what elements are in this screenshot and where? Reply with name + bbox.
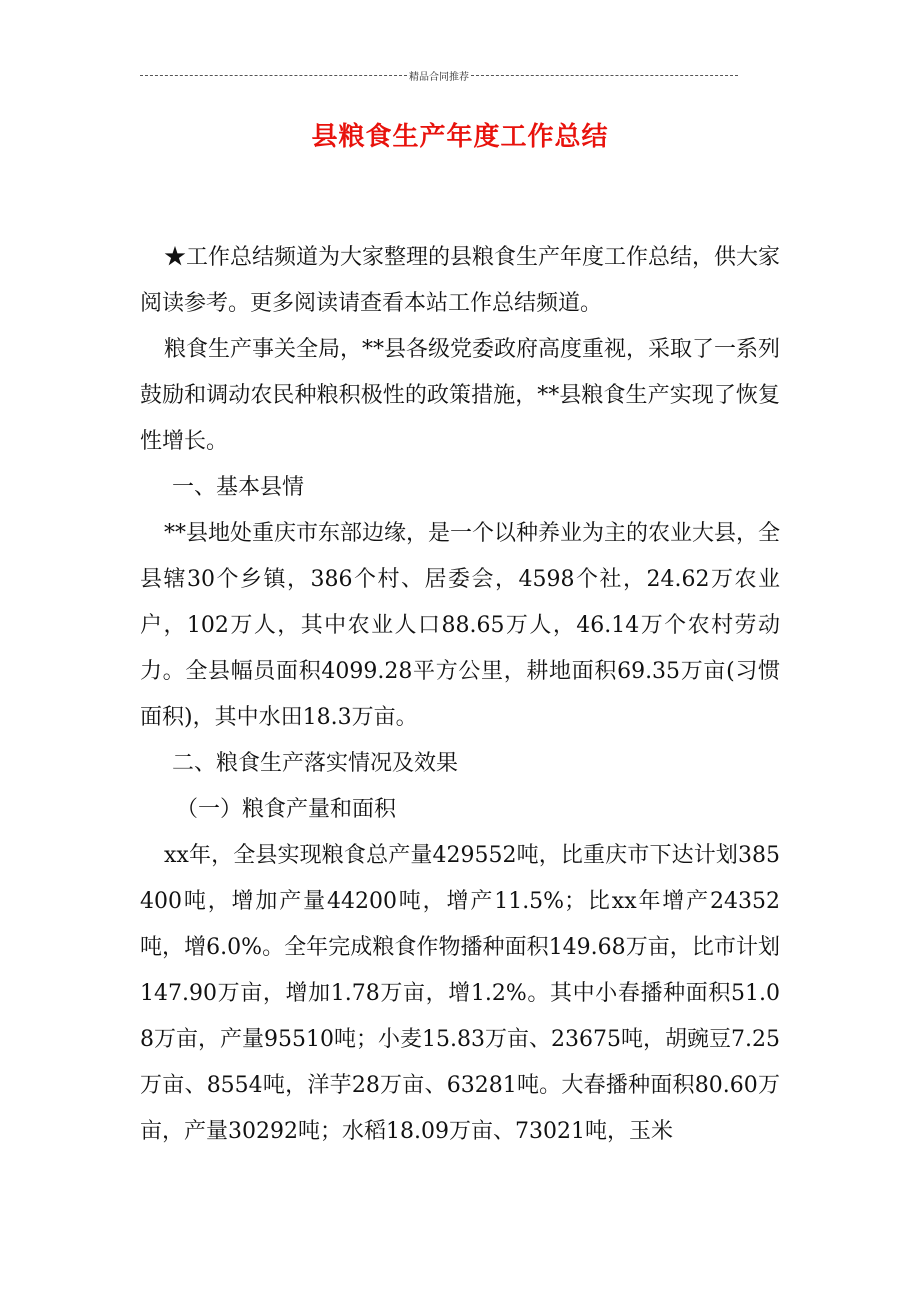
basic-info-paragraph: **县地处重庆市东部边缘，是一个以种养业为主的农业大县，全县辖30个乡镇，386个村、居委会，4598个社，24.62万农业户，102万人，其中农业人口88.65万人，46.14万个农村劳动力。全县幅员面积4099.28平方公里，耕地面积69.35万亩(习惯面积)，其中水田18.3万亩。 bbox=[140, 521, 781, 730]
document-body bbox=[140, 235, 780, 1155]
header-dash-right bbox=[471, 75, 738, 76]
subsection-heading-output: （一）粮食产量和面积 bbox=[176, 797, 397, 822]
page-header bbox=[140, 68, 738, 82]
section-heading-basic: 一、基本县情 bbox=[172, 475, 305, 500]
intro-paragraph: ★工作总结频道为大家整理的县粮食生产年度工作总结，供大家阅读参考。更多阅读请查看本站工作总结频道。 bbox=[140, 245, 781, 316]
document-title: 县粮食生产年度工作总结 bbox=[311, 122, 609, 152]
header-dash-left bbox=[140, 75, 407, 76]
header-label: 精品合同推荐 bbox=[409, 71, 469, 83]
overview-paragraph: 粮食生产事关全局，**县各级党委政府高度重视，采取了一系列鼓励和调动农民种粮积极性的政策措施，**县粮食生产实现了恢复性增长。 bbox=[140, 337, 781, 454]
section-heading-production: 二、粮食生产落实情况及效果 bbox=[172, 751, 459, 776]
output-paragraph: xx年，全县实现粮食总产量429552吨，比重庆市下达计划385400吨，增加产量44200吨，增产11.5%；比xx年增产24352吨，增6.0%。全年完成粮食作物播种面积149.68万亩，比市计划147.90万亩，增加1.78万亩，增1.2%。其中小春播种面积51.08万亩，产量95510吨；小麦15.83万亩、23675吨，胡豌豆7.25万亩、8554吨，洋芋28万亩、63281吨。大春播种面积80.60万亩，产量30292吨；水稻18.09万亩、73021吨，玉米 bbox=[140, 843, 780, 1144]
